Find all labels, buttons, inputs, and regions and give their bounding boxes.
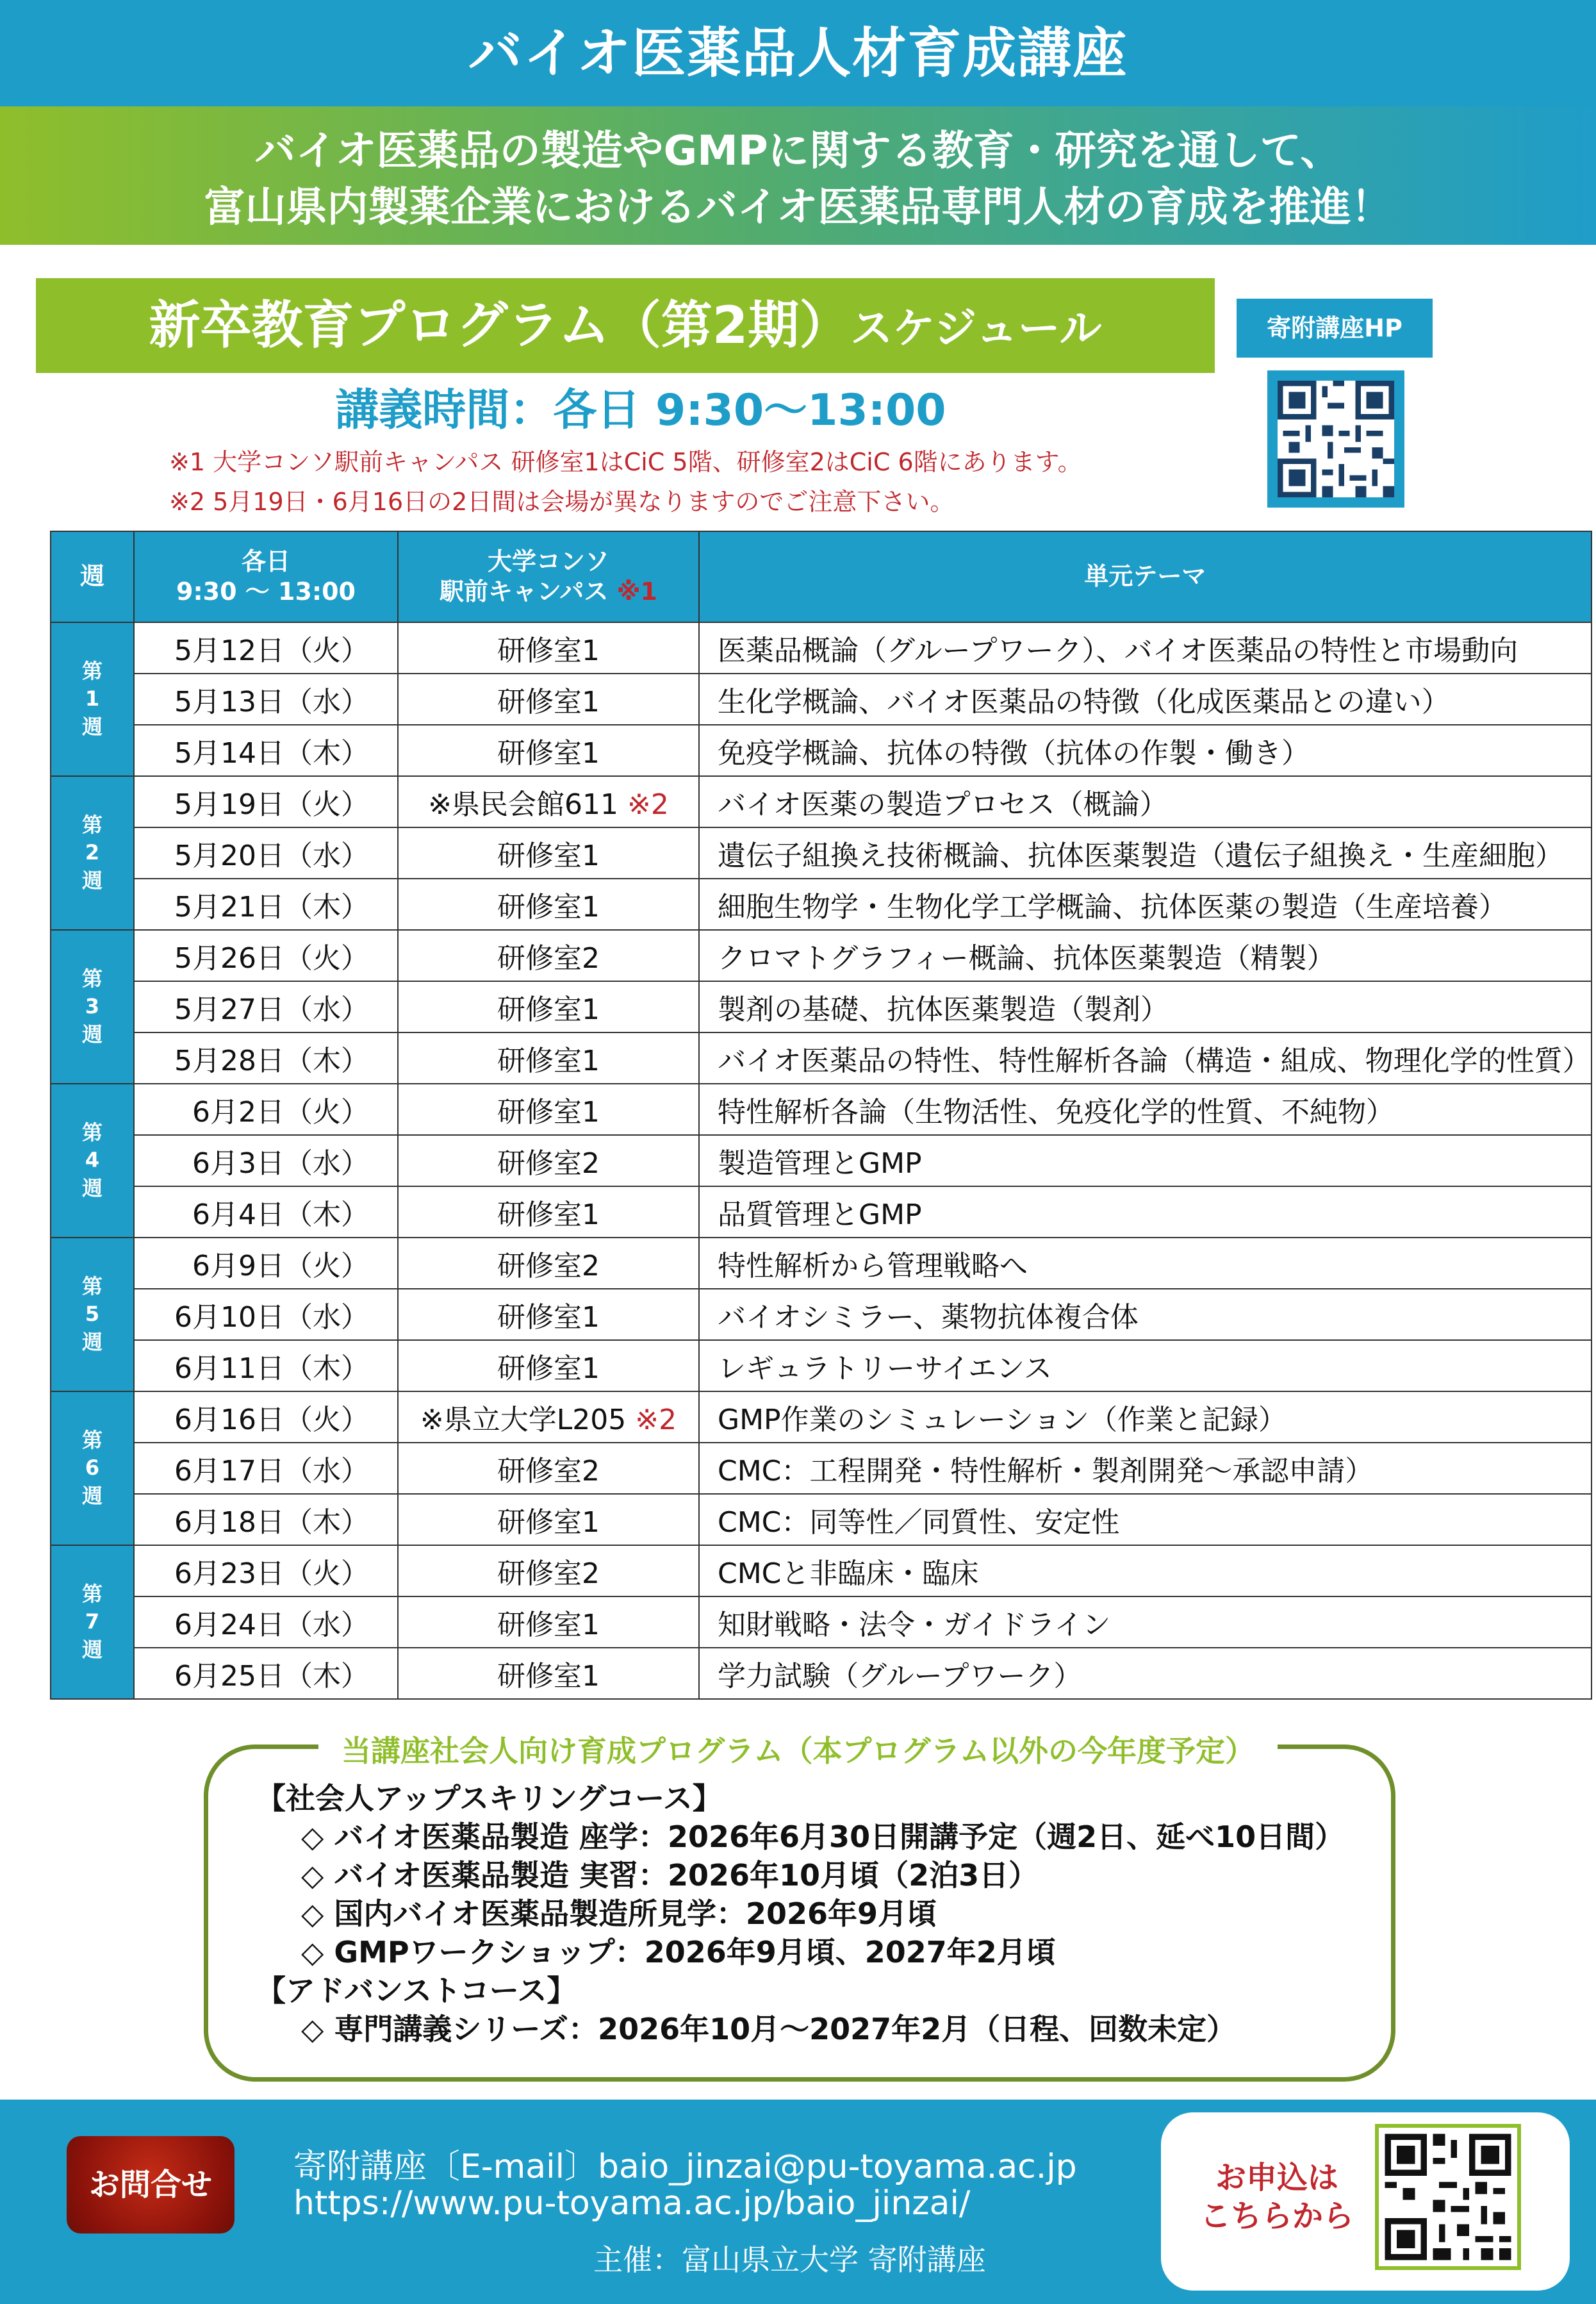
venue-name: 研修室1 <box>497 1045 600 1077</box>
venue-cell <box>398 1238 699 1289</box>
theme-cell: GMP作業のシミュレーション（作業と記録） <box>699 1391 1592 1443</box>
table-row <box>51 1596 1592 1648</box>
table-row <box>51 1443 1592 1494</box>
header-theme: 単元テーマ <box>699 531 1592 622</box>
venue-cell <box>398 1186 699 1238</box>
theme-cell: 生化学概論、バイオ医薬品の特徴（化成医薬品との違い） <box>699 674 1592 725</box>
venue-cell <box>398 1340 699 1391</box>
venue-cell <box>398 930 699 981</box>
date-cell: 6月25日（木） <box>134 1648 398 1699</box>
venue-name: 研修室2 <box>497 1557 600 1590</box>
venue-name: 研修室1 <box>497 737 600 770</box>
table-header-row <box>51 531 1592 622</box>
table-row <box>51 981 1592 1032</box>
table-row <box>51 827 1592 879</box>
tagline-line1: バイオ医薬品の製造やGMPに関する教育・研究を通して、 <box>254 128 1342 175</box>
list-item: ◇ 専門講義シリーズ：2026年10月～2027年2月（日程、回数未定） <box>301 2012 1237 2046</box>
date-cell: 6月18日（木） <box>134 1494 398 1545</box>
table-row <box>51 1289 1592 1340</box>
header-week: 週 <box>51 531 134 622</box>
theme-cell: 細胞生物学・生物化学工学概論、抗体医薬の製造（生産培養） <box>699 879 1592 930</box>
date-cell: 6月23日（火） <box>134 1545 398 1596</box>
upskilling-section: 【社会人アップスキリングコース】 <box>256 1781 722 1816</box>
theme-cell: 医薬品概論（グループワーク）、バイオ医薬品の特性と市場動向 <box>699 622 1592 674</box>
venue-cell <box>398 1289 699 1340</box>
list-item: ◇ 国内バイオ医薬品製造所見学：2026年9月頃 <box>301 1896 937 1931</box>
venue-note-mark: ※2 <box>627 788 669 821</box>
venue-name: 研修室2 <box>497 942 600 975</box>
table-row <box>51 879 1592 930</box>
theme-cell: バイオ医薬の製造プロセス（概論） <box>699 776 1592 827</box>
venue-cell <box>398 879 699 930</box>
venue-name: 研修室2 <box>497 1250 600 1282</box>
table-row <box>51 1545 1592 1596</box>
venue-cell <box>398 1545 699 1596</box>
theme-cell: クロマトグラフィー概論、抗体医薬製造（精製） <box>699 930 1592 981</box>
venue-name: 研修室1 <box>497 1096 600 1129</box>
table-row <box>51 1135 1592 1186</box>
date-cell: 5月12日（火） <box>134 622 398 674</box>
venue-name: 研修室2 <box>497 1455 600 1488</box>
qr-code-icon[interactable] <box>1375 2124 1521 2270</box>
qr-code-icon[interactable] <box>1278 381 1394 497</box>
table-row <box>51 1032 1592 1084</box>
table-row <box>51 776 1592 827</box>
theme-cell: 製造管理とGMP <box>699 1135 1592 1186</box>
venue-name: 研修室1 <box>497 1301 600 1334</box>
date-cell: 6月2日（火） <box>134 1084 398 1135</box>
header-venue: 大学コンソ 駅前キャンパス ※1 <box>398 531 699 622</box>
header-date: 各日 9:30 ～ 13:00 <box>134 531 398 622</box>
date-cell: 6月10日（水） <box>134 1289 398 1340</box>
venue-name: 研修室2 <box>497 1147 600 1180</box>
note-1: ※1 大学コンソ駅前キャンパス 研修室1はCiC 5階、研修室2はCiC 6階にあります。 <box>169 448 1082 476</box>
lecture-time: 講義時間：各日 9:30～13:00 <box>335 385 946 436</box>
venue-cell <box>398 1596 699 1648</box>
venue-name: ※県民会館611 <box>428 788 618 821</box>
venue-name: 研修室1 <box>497 993 600 1026</box>
venue-cell <box>398 1494 699 1545</box>
theme-cell: 免疫学概論、抗体の特徴（抗体の作製・働き） <box>699 725 1592 776</box>
week-label: 第 2 週 <box>51 776 134 930</box>
theme-cell: 遺伝子組換え技術概論、抗体医薬製造（遺伝子組換え・生産細胞） <box>699 827 1592 879</box>
table-row <box>51 1648 1592 1699</box>
theme-cell: 特性解析から管理戦略へ <box>699 1238 1592 1289</box>
week-label: 第 3 週 <box>51 930 134 1084</box>
venue-name: 研修室1 <box>497 1352 600 1385</box>
apply-text[interactable]: お申込は こちらから <box>1199 2160 1354 2234</box>
theme-cell: CMCと非臨床・臨床 <box>699 1545 1592 1596</box>
theme-cell: 知財戦略・法令・ガイドライン <box>699 1596 1592 1648</box>
date-cell: 6月11日（木） <box>134 1340 398 1391</box>
venue-cell <box>398 1391 699 1443</box>
list-item: ◇ GMPワークショップ：2026年9月頃、2027年2月頃 <box>301 1935 1056 1969</box>
date-cell: 6月3日（水） <box>134 1135 398 1186</box>
table-row <box>51 674 1592 725</box>
table-row <box>51 1238 1592 1289</box>
list-item: ◇ バイオ医薬品製造 実習：2026年10月頃（2泊3日） <box>301 1858 1039 1893</box>
tagline-line2: 富山県内製薬企業におけるバイオ医薬品専門人材の育成を推進！ <box>204 184 1392 231</box>
program-title-suffix: スケジュール <box>850 304 1102 353</box>
contact-email[interactable]: 寄附講座〔E-mail〕baio_jinzai@pu-toyama.ac.jp <box>293 2148 1077 2186</box>
week-label: 第 4 週 <box>51 1084 134 1238</box>
date-cell: 6月4日（木） <box>134 1186 398 1238</box>
table-row <box>51 1340 1592 1391</box>
theme-cell: 特性解析各論（生物活性、免疫化学的性質、不純物） <box>699 1084 1592 1135</box>
week-label: 第 7 週 <box>51 1545 134 1699</box>
program-title <box>36 278 1215 373</box>
venue-cell <box>398 1443 699 1494</box>
venue-name: ※県立大学L205 <box>420 1404 627 1436</box>
contact-button[interactable]: お問合せ <box>67 2136 234 2234</box>
table-row <box>51 1084 1592 1135</box>
venue-cell <box>398 725 699 776</box>
date-cell: 5月19日（火） <box>134 776 398 827</box>
hp-badge[interactable]: 寄附講座HP <box>1237 299 1433 358</box>
week-label: 第 6 週 <box>51 1391 134 1545</box>
date-cell: 5月14日（木） <box>134 725 398 776</box>
venue-name: 研修室1 <box>497 686 600 718</box>
date-cell: 5月26日（火） <box>134 930 398 981</box>
organizer: 主催：富山県立大学 寄附講座 <box>593 2242 986 2277</box>
other-programs-title: 当講座社会人向け育成プログラム（本プログラム以外の今年度予定） <box>0 1728 1596 1770</box>
date-cell: 5月21日（木） <box>134 879 398 930</box>
date-cell: 5月27日（水） <box>134 981 398 1032</box>
venue-cell <box>398 827 699 879</box>
venue-name: 研修室1 <box>497 634 600 667</box>
venue-name: 研修室1 <box>497 1660 600 1693</box>
venue-cell <box>398 1648 699 1699</box>
table-row <box>51 622 1592 674</box>
program-title-main: 新卒教育プログラム（第2期） <box>149 295 851 355</box>
venue-note-mark: ※2 <box>635 1404 677 1436</box>
theme-cell: 製剤の基礎、抗体医薬製造（製剤） <box>699 981 1592 1032</box>
theme-cell: レギュラトリーサイエンス <box>699 1340 1592 1391</box>
table-row <box>51 725 1592 776</box>
venue-name: 研修室1 <box>497 840 600 872</box>
week-label: 第 1 週 <box>51 622 134 776</box>
venue-name: 研修室1 <box>497 1506 600 1539</box>
venue-cell <box>398 1084 699 1135</box>
table-row <box>51 1186 1592 1238</box>
theme-cell: バイオシミラー、薬物抗体複合体 <box>699 1289 1592 1340</box>
venue-cell <box>398 1032 699 1084</box>
venue-cell <box>398 981 699 1032</box>
venue-name: 研修室1 <box>497 1198 600 1231</box>
list-item: ◇ バイオ医薬品製造 座学：2026年6月30日開講予定（週2日、延べ10日間） <box>301 1819 1345 1854</box>
week-label: 第 5 週 <box>51 1238 134 1391</box>
advanced-section: 【アドバンストコース】 <box>256 1973 577 2008</box>
table-row <box>51 1391 1592 1443</box>
date-cell: 5月28日（木） <box>134 1032 398 1084</box>
theme-cell: 品質管理とGMP <box>699 1186 1592 1238</box>
page-title: バイオ医薬品人材育成講座 <box>468 22 1128 85</box>
date-cell: 6月9日（火） <box>134 1238 398 1289</box>
note-2: ※2 5月19日・6月16日の2日間は会場が異なりますのでご注意下さい。 <box>169 488 955 516</box>
table-row <box>51 930 1592 981</box>
venue-name: 研修室1 <box>497 891 600 924</box>
venue-cell <box>398 776 699 827</box>
theme-cell: CMC：同等性／同質性、安定性 <box>699 1494 1592 1545</box>
date-cell: 6月24日（水） <box>134 1596 398 1648</box>
table-row <box>51 1494 1592 1545</box>
contact-url[interactable]: https://www.pu-toyama.ac.jp/baio_jinzai/ <box>293 2184 971 2223</box>
date-cell: 6月17日（水） <box>134 1443 398 1494</box>
theme-cell: CMC：工程開発・特性解析・製剤開発～承認申請） <box>699 1443 1592 1494</box>
venue-cell <box>398 622 699 674</box>
schedule-table <box>50 531 1592 1700</box>
theme-cell: 学力試験（グループワーク） <box>699 1648 1592 1699</box>
venue-cell <box>398 674 699 725</box>
venue-name: 研修室1 <box>497 1609 600 1641</box>
venue-cell <box>398 1135 699 1186</box>
theme-cell: バイオ医薬品の特性、特性解析各論（構造・組成、物理化学的性質） <box>699 1032 1592 1084</box>
date-cell: 5月13日（水） <box>134 674 398 725</box>
date-cell: 5月20日（水） <box>134 827 398 879</box>
date-cell: 6月16日（火） <box>134 1391 398 1443</box>
